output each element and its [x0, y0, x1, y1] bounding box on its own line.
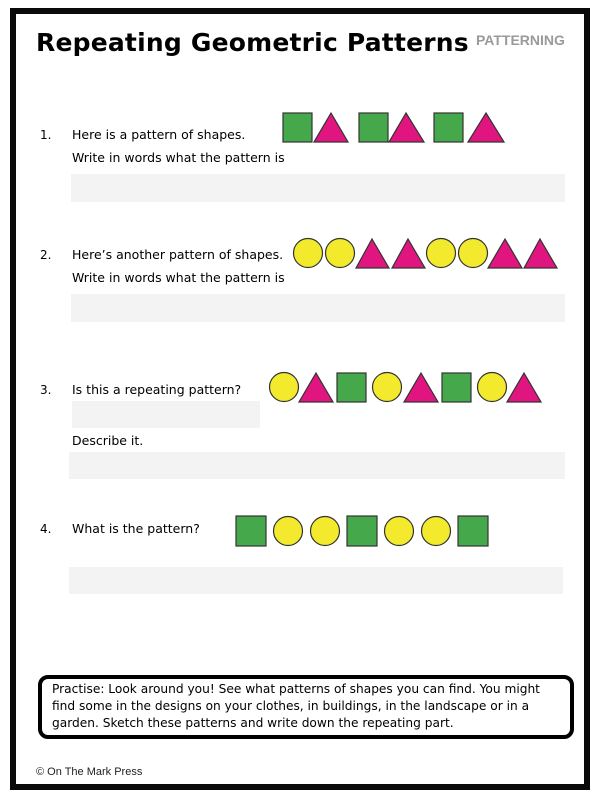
question-4-answer-box[interactable] — [69, 567, 563, 594]
square-shape — [283, 113, 312, 142]
square-shape — [236, 516, 266, 546]
triangle-shape — [507, 373, 541, 402]
triangle-shape — [468, 113, 504, 142]
question-3-pattern — [265, 369, 547, 405]
circle-shape — [478, 373, 507, 402]
question-4-prompt: What is the pattern? — [72, 521, 200, 536]
question-2-prompt: Here’s another pattern of shapes. — [72, 247, 284, 262]
triangle-shape — [389, 113, 424, 142]
copyright-footer: © On The Mark Press — [36, 766, 143, 778]
square-shape — [337, 373, 366, 402]
square-shape — [359, 113, 388, 142]
square-shape — [434, 113, 463, 142]
circle-shape — [427, 239, 456, 268]
triangle-shape — [356, 239, 389, 268]
circle-shape — [459, 239, 488, 268]
page-title: Repeating Geometric Patterns — [36, 28, 469, 57]
circle-shape — [326, 239, 355, 268]
question-1-number: 1. — [40, 128, 52, 142]
topic-tag: PATTERNING — [476, 32, 565, 48]
question-1-answer-box[interactable] — [71, 174, 565, 202]
triangle-shape — [488, 239, 522, 268]
circle-shape — [274, 517, 303, 546]
question-3-prompt: Is this a repeating pattern? — [72, 382, 242, 397]
question-3-yes-no-answer-box[interactable] — [72, 401, 260, 428]
question-3-number: 3. — [40, 383, 52, 397]
circle-shape — [373, 373, 402, 402]
question-4-pattern — [232, 512, 494, 550]
triangle-shape — [392, 239, 425, 268]
square-shape — [442, 373, 471, 402]
triangle-shape — [404, 373, 438, 402]
triangle-shape — [524, 239, 557, 268]
question-3-instruction: Describe it. — [72, 433, 144, 448]
circle-shape — [422, 517, 451, 546]
question-1-pattern — [280, 110, 510, 146]
question-4-number: 4. — [40, 522, 52, 536]
square-shape — [347, 516, 377, 546]
practice-box — [38, 675, 574, 739]
circle-shape — [294, 239, 323, 268]
circle-shape — [385, 517, 414, 546]
triangle-shape — [299, 373, 333, 402]
question-2-pattern — [290, 235, 562, 271]
question-3-answer-box[interactable] — [69, 452, 565, 479]
question-1-prompt: Here is a pattern of shapes. — [72, 127, 246, 142]
question-1-instruction: Write in words what the pattern is — [72, 150, 285, 165]
practice-text: Practise: Look around you! See what patterns of shapes you can find. You might find some in the designs on your clothes, in buildings, in the landscape or in a garden. Sketch these patterns and write down the repeating part. — [52, 682, 540, 730]
triangle-shape — [314, 113, 348, 142]
circle-shape — [311, 517, 340, 546]
square-shape — [458, 516, 488, 546]
circle-shape — [270, 373, 299, 402]
question-2-instruction: Write in words what the pattern is — [72, 270, 285, 285]
question-2-answer-box[interactable] — [71, 294, 565, 322]
question-2-number: 2. — [40, 248, 52, 262]
